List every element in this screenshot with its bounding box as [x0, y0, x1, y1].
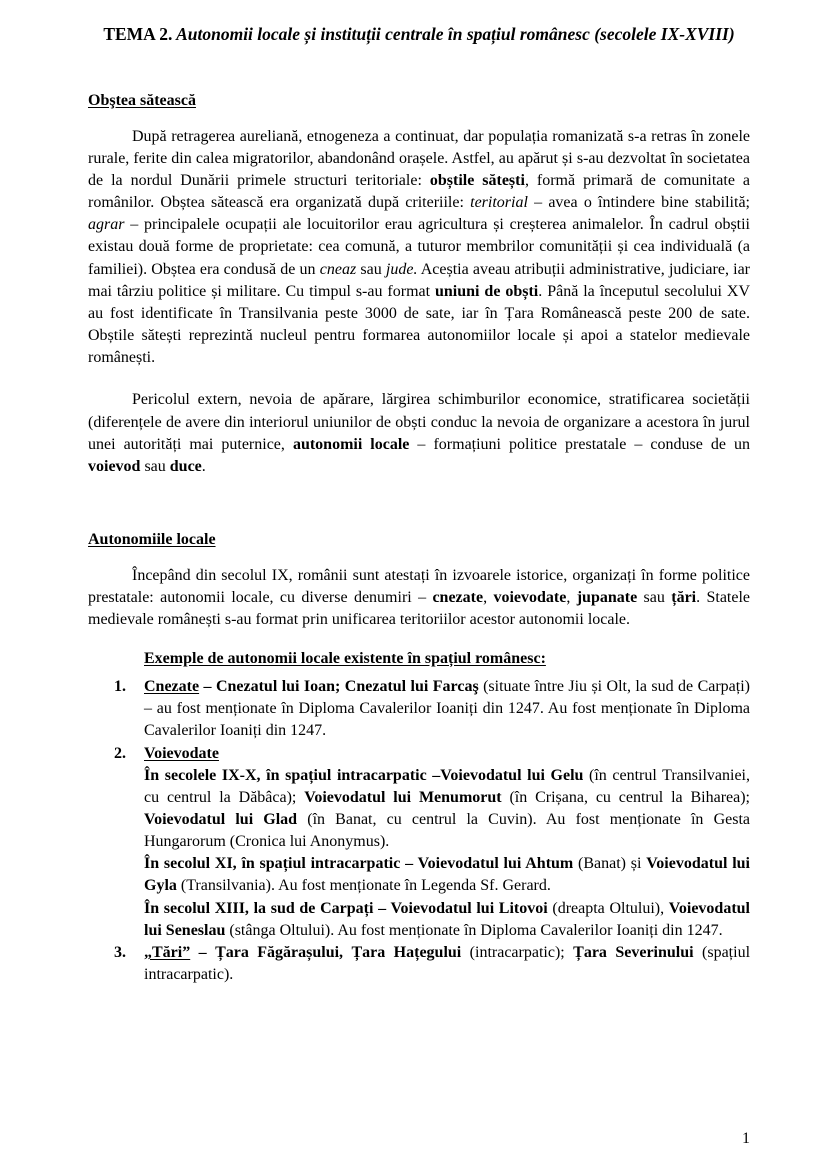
- text-fragment: Aceștia aveau atribuții administrative, judiciare, iar mai târziu politice și militare. Cu timpul s-au format: [88, 260, 751, 300]
- text-fragment: (situate între Jiu și Olt, la sud de Carpați) – au fost menționate în Diploma Cavalerilor Ioaniți din 1247. Au fost menționate în Diploma Cavalerilor Ioaniți din 1247.: [144, 678, 750, 740]
- text-bold: voievod: [88, 457, 141, 475]
- list-item: [88, 676, 750, 742]
- paragraph-obstea-1: [88, 126, 750, 370]
- text-fragment: sau: [637, 588, 672, 606]
- text-fragment: ,: [483, 588, 494, 606]
- text-bold: cnezate: [432, 588, 484, 606]
- text-fragment: (dreapta Oltului),: [547, 899, 669, 917]
- list-item-2-line-1: [144, 765, 750, 854]
- spacer: [88, 47, 750, 91]
- text-bold: autonomii locale: [292, 435, 410, 453]
- spacer: [88, 369, 750, 389]
- text-bold: duce: [169, 457, 202, 475]
- text-fragment: Pericolul extern, nevoia de apărare, lărgirea schimburilor economice, stratificarea societății (diferențele de avere din interiorul uniunilor de obști conduc la nevoia de organizare a acestora în jurul unei autorități mai puternice,: [88, 391, 750, 453]
- text-fragment: Începând din secolul IX, românii sunt atestați în izvoarele istorice, organizați în forme politice prestatale: autonomii locale, cu diverse denumiri –: [88, 566, 750, 606]
- text-italic: cneaz: [319, 260, 357, 278]
- text-italic: agrar: [88, 216, 125, 234]
- subheading-exemple: Exemple de autonomii locale existente în spațiul românesc:: [144, 650, 546, 668]
- text-fragment: – principalele ocupații ale locuitorilor erau agricultura și creșterea animalelor. În cadrul obștii existau două forme de proprietate: cea comună, a tuturor membrilor comunității și cea individuală (a familiei). Obștea era condusă de un: [88, 216, 750, 278]
- title-prefix: TEMA 2.: [103, 24, 173, 44]
- text-bold: Țara Severinului: [573, 943, 694, 961]
- text-bold: jupanate: [576, 588, 638, 606]
- list-item-1-content: [144, 676, 750, 742]
- list-item-title: „Tări”: [144, 943, 191, 961]
- heading-obstea-sateasca: Obştea sătească: [88, 91, 196, 109]
- text-bold: Voievodatul lui Menumorut: [304, 788, 502, 806]
- text-fragment: – avea o întindere bine stabilită;: [527, 194, 750, 212]
- text-bold: În secolul XI, în spațiul intracarpatic – Voievodatul lui Ahtum: [144, 855, 574, 873]
- text-fragment: . Până la începutul secolului XV au fost identificate în Transilvania peste 3000 de sate, iar în Țara Românească peste 200 de sate. Obștile sătești reprezintă nucleul pentru formarea autonomiilor locale și apoi a statelor medievale românești.: [88, 282, 751, 367]
- text-fragment: (spațiul intracarpatic).: [144, 943, 751, 984]
- text-italic: jude.: [385, 260, 418, 278]
- paragraph-obstea-2: [88, 389, 750, 478]
- text-fragment: (în Banat, cu centrul la Cuvin). Au fost menționate în Gesta Hungarorum (Cronica lui Anonymus).: [144, 810, 751, 851]
- text-bold: obștile sătești: [429, 171, 525, 189]
- text-bold: Voievodatul lui Seneslau: [144, 899, 750, 939]
- text-bold: – Cnezatul lui Ioan; Cnezatul lui Farcaş: [199, 678, 479, 696]
- text-fragment: . Statele medievale românești s-au format prin unificarea teritoriilor acestor autonomii locale.: [88, 588, 751, 629]
- text-fragment: (în centrul Transilvaniei, cu centrul la Dăbâca);: [144, 766, 750, 806]
- text-fragment: (stânga Oltului). Au fost menționate în Diploma Cavalerilor Ioaniți din 1247.: [225, 921, 723, 939]
- text-fragment: ,: [566, 588, 577, 606]
- text-bold: Voievodatul lui Gyla: [144, 855, 750, 895]
- list-item: [88, 942, 750, 986]
- text-bold: În secolul XIII, la sud de Carpați – Voievodatul lui Litovoi: [144, 899, 548, 917]
- text-bold: voievodate: [493, 588, 567, 606]
- list-item-2-title-line: [144, 743, 750, 765]
- text-fragment: (Transilvania). Au fost menționate în Legenda Sf. Gerard.: [176, 877, 551, 895]
- text-bold: Voievodatul lui Glad: [144, 810, 298, 828]
- text-fragment: , formă primară de comunitate a românilor. Obștea sătească era organizată după criteriile:: [88, 171, 750, 212]
- list-item-2-line-3: [144, 898, 750, 942]
- spacer: [88, 112, 750, 126]
- examples-list: [88, 676, 750, 986]
- heading-autonomiile-locale: Autonomiile locale: [88, 530, 216, 548]
- text-bold: – Țara Făgărașului, Țara Hațegului: [190, 943, 462, 961]
- text-fragment: (intracarpatic);: [461, 943, 574, 961]
- text-bold: uniuni de obști: [435, 282, 539, 300]
- text-fragment: .: [201, 457, 206, 475]
- text-bold: țări: [671, 588, 697, 606]
- spacer: [88, 478, 750, 530]
- spacer: [88, 551, 750, 565]
- text-fragment: sau: [140, 457, 170, 475]
- text-fragment: (Banat) și: [573, 855, 647, 873]
- document-content: [88, 22, 750, 986]
- list-item-title: Voievodate: [144, 744, 219, 762]
- list-item-2-line-2: [144, 853, 750, 897]
- paragraph-autonomii-1: [88, 565, 750, 631]
- page-number: 1: [742, 1130, 750, 1147]
- text-bold: În secolele IX-X, în spațiul intracarpatic –Voievodatul lui Gelu: [144, 766, 584, 784]
- text-fragment: După retragerea aureliană, etnogeneza a continuat, dar populația romanizată s-a retras în zonele rurale, ferite din calea migratorilor, abandonând orașele. Astfel, au apărut și s-au dezvoltat în societatea de la nordul Dunării primele structuri teritoriale:: [88, 127, 750, 189]
- text-fragment: (în Crișana, cu centrul la Biharea);: [501, 788, 750, 806]
- text-italic: teritorial: [470, 194, 528, 212]
- list-item-title: Cnezate: [144, 678, 200, 696]
- page-title: [88, 22, 750, 47]
- text-fragment: sau: [356, 260, 386, 278]
- list-item-3-content: [144, 942, 750, 986]
- list-item: [88, 743, 750, 942]
- text-fragment: – formațiuni politice prestatale – conduse de un: [409, 435, 750, 453]
- spacer: [88, 631, 750, 649]
- title-main: Autonomii locale și instituții centrale în spațiul românesc (secolele IX-XVIII): [172, 24, 735, 44]
